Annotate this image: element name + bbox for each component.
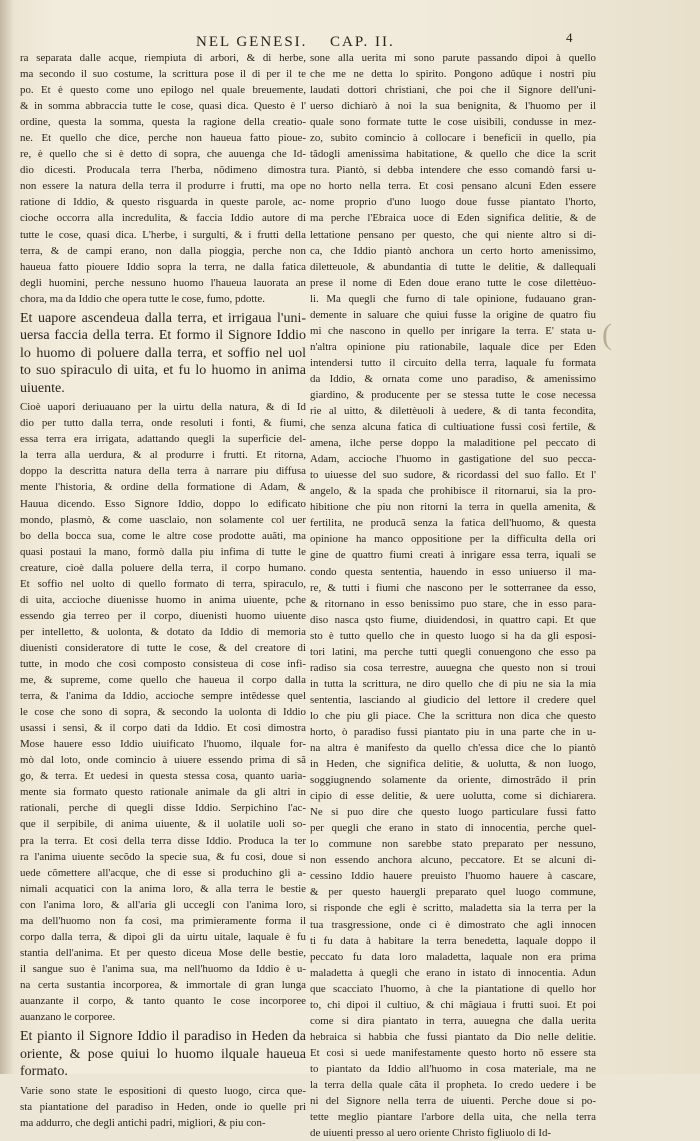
text-line: di uita, accioche diuenisse huomo in anima uiuente, pche <box>20 593 306 606</box>
text-line: me, & supreme, come quello che haueua il corpo dalla <box>20 674 306 687</box>
text-line: lo che piu gli piace. Che la scrittura non dica che questo <box>310 709 596 722</box>
text-line: diletteuole, & abundantia di tutte le delitie, & dallequali <box>310 260 596 273</box>
text-line: hibitione che piu non ritorni la terra in quella amenita, & <box>310 501 596 514</box>
scripture-verse <box>20 1028 306 1081</box>
text-line: nome proprio d'uno luogo doue fusse piantato l'horto, <box>310 196 596 209</box>
text-line: usassi i sensi, & il corpo dati da Iddio. Et così dimostra <box>20 722 306 735</box>
text-line: lo huomo di poluere dalla terra, et soffio nel uol <box>20 345 306 361</box>
text-line: Et pianto il Signore Iddio il paradiso in Heden da <box>20 1029 306 1045</box>
text-line: peccato fu data loro maladetta, laquale non era prima <box>310 950 596 963</box>
text-line: prese il nome di Eden doue erano tutte le cose dilettèuo- <box>310 276 596 289</box>
text-line: Adam, accioche l'huomo in gastigatione del suo pecca- <box>310 453 596 466</box>
text-line: go, & terra. Et uedesi in questa stessa cosa, quanto uaria- <box>20 770 306 783</box>
text-line: li. Ma quegli che furno di tale opinione, fudauano gran- <box>310 292 596 305</box>
text-line: corpo dalla terra, & dipoi gli da uirtu uitale, laquale è fu <box>20 930 306 943</box>
text-line: essa terra era irrigata, adattando quegli la superficie del- <box>20 433 306 446</box>
text-line: cessino Iddio hauere preuisto l'huomo hauere à cascare, <box>310 870 596 883</box>
text-line: fertilita, ne producã senza la fatica dell'huomo, & questa <box>310 517 596 530</box>
commentary-paragraph <box>20 399 306 1025</box>
text-line: Et così si uede manifestamente questo horto nõ essere sta <box>310 1046 596 1059</box>
text-line: mente sia formato questo rationale animale da gli altri in <box>20 786 306 799</box>
text-line: n'altra opinione piu rationabile, laquale dice per Eden <box>310 340 596 353</box>
text-line: & in somma abbraccia tutte le cose, quasi dica. Questo è l' <box>20 100 306 113</box>
text-line: lo commune non sarebbe stato preparato per nessuno, <box>310 838 596 851</box>
text-line: maladetta à quegli che erano in istato di innocentia. Adun <box>310 966 596 979</box>
text-line: per quegli che erano in stato di innocentia, perche quel- <box>310 822 596 835</box>
text-line: le cose che sono di sopra, & secondo la uolonta di Iddio <box>20 706 306 719</box>
text-line: in tutta la scrittura, ne diro quello che di piu ne sia la mia <box>310 677 596 690</box>
text-line: tutte, in modo che così composto consisteua di cose infi- <box>20 658 306 670</box>
text-line: cipio di esse delitie, & uere uolutta, come si dichiarera. <box>310 790 596 803</box>
text-line: re, è quello che si è detto di sopra, che auuenga che Id- <box>20 148 306 161</box>
text-line: formato. <box>20 1064 68 1080</box>
text-line: condo questa sententia, hauendo in esso uniuerso il ma- <box>310 565 596 578</box>
text-line: ra separata dalle acque, riempiuta di arbori, & di herbe, <box>20 52 306 64</box>
text-line: rationali, perche di quegli disse Iddio. Serpichino l'ac- <box>20 802 306 815</box>
text-line: & ritornano in esso benissimo puo stare, che in esso para- <box>310 597 596 610</box>
text-line: diso nasca qsto fiume, diuidendosi, in quattro capi. Et que <box>310 613 596 626</box>
text-line: haueua fatto piouere Iddio sopra la terra, ne dalla fatica <box>20 260 306 273</box>
text-line: terra, & l'anima da Iddio, accioche sempre intẽdesse quel <box>20 690 306 703</box>
text-line: de uiuenti presso al uero oriente Christo figliuolo di Id- <box>310 1127 552 1140</box>
text-line: sententia, lasciando al giudicio del lettore il credere quel <box>310 693 596 706</box>
left-text-column <box>20 50 306 1131</box>
text-line: re, & tutti i fiumi che nascono per le sotterranee da esso, <box>310 581 596 594</box>
text-line: uerso dichiarò à noi la sua benignita, & l'huomo per il <box>310 100 596 113</box>
text-line: per intelletto, & uolonta, & dotato da Iddio di memoria <box>20 625 306 638</box>
text-line: oriente, & pose quiui lo huomo ilquale haueua <box>20 1046 306 1062</box>
running-title-left: NEL GENESI. <box>196 34 308 50</box>
text-line: horto, ò paradiso fussi piantato piu in una parte che in u- <box>310 725 596 738</box>
text-line: mò dal loto, onde comincio à uiuere essendo prima di sã <box>20 754 306 767</box>
text-line: dio per tutto dalla terra, onde resoluti i fonti, & fiumi, <box>20 417 306 430</box>
text-line: que scacciato l'huomo, à che la piantatione di quello hor <box>310 982 596 995</box>
text-line: ratione di Iddio, & questo risguarda in queste parole, ac- <box>20 196 306 209</box>
text-line: si risponde che egli è scritto, maladetta sia la terra per la <box>310 902 596 915</box>
text-line: ne. Et quello che dice, perche non haueua fatto pioue- <box>20 132 306 145</box>
text-line: sone alla uerita mi sono parute passando dipoi à quello <box>310 52 596 64</box>
text-line: sto è tutto quello che in questo luogo si ha da gli esposi- <box>310 629 596 642</box>
text-line: pra la terra. Et così della terra disse Iddio. Produca la ter <box>20 834 306 847</box>
text-line: non essendo anchora alcuno, peccatore. Et se alcuni di- <box>310 854 596 867</box>
folio-number: 4 <box>566 30 573 45</box>
text-line: giardino, & producente per se stessa tutte le cose necessa <box>310 388 596 401</box>
text-line: diuenisti consideratore di tutte le cose, & del creatore di <box>20 641 306 654</box>
text-line: come si dira piantato in terra, auuegna che dalla uerita <box>310 1014 596 1027</box>
text-line: no horto nella terra. Et così pensano alcuni Eden essere <box>310 180 596 193</box>
text-line: na certa sustantia incorporea, & immortale di gran lunga <box>20 978 306 991</box>
text-line: auanzante il corpo, & tanto quanto le cose incorporee <box>20 994 306 1007</box>
scripture-verse <box>20 310 306 398</box>
text-line: doppo la descritta natura della terra à narrare piu diffusa <box>20 465 306 478</box>
text-line: uersa faccia della terra. Et formo il Signore Iddio <box>20 328 306 344</box>
text-line: gine de quattro fiumi creati à inrigare essa terra, iquali se <box>310 549 596 562</box>
text-line: to suo spiraculo di uita, et fu lo huomo in anima <box>20 363 306 379</box>
text-line: chora, ma da Iddio che opera tutte le cose, fumo, pdotte. <box>20 292 265 305</box>
text-line: tutte le cose, quasi dica. L'herbe, i surgulti, & i frutti della <box>20 228 306 241</box>
text-line: degli huomini, perche nessuno huomo l'haueua lauorata an <box>20 276 306 289</box>
text-line: ma perche l'Ebraica uoce di Eden significa delitie, & de <box>310 212 596 225</box>
text-line: ca, che Iddio piantò anchora un certo horto amenissimo, <box>310 244 596 257</box>
text-line: tori latini, ma perche tutti quegli conuengono che esso pa <box>310 645 596 658</box>
text-line: mi che nascono in quello per inrigare la terra. E' stata u- <box>310 324 596 337</box>
text-line: na altra è manifesto da quello ch'essa dice che lo piantò <box>310 742 596 755</box>
text-line: soggiugnendo solamente da oriente, dimostrãdo il prin <box>310 774 596 787</box>
text-line: radiso sia cosa terrestre, auuegna che questo non si troui <box>310 661 596 674</box>
text-line: ma dell'huomo non fa così, ma primieramente forma il <box>20 914 306 927</box>
text-line: mondo, plasmò, & come uasclaio, non solamente col uer <box>20 513 306 526</box>
text-line: ma addurro, che degli antichi padri, migliori, & piu con- <box>20 1116 266 1129</box>
text-line: non essere la natura della terra il produrre i frutti, ma ope <box>20 180 306 193</box>
text-line: to, chi dipoi il cultiuo, & chi mãgiaua i frutti suoi. Et poi <box>310 998 596 1011</box>
text-line: la terra alla uerdura, & al produrre i frutti. Et ritorna, <box>20 449 306 462</box>
text-line: Cioè uapori deriuauano per la uirtu della natura, & di Id <box>20 401 306 414</box>
text-line: rie al uitto, & dilettèuoli à uedere, & di tanta fecondita, <box>310 405 596 418</box>
commentary-paragraph <box>20 50 306 307</box>
page-gutter-shadow <box>0 0 14 1074</box>
text-line: & per questo hauergli preparato quel luogo commune, <box>310 886 596 899</box>
text-line: ma secondo il suo costume, la scrittura pose il di per il te <box>20 68 306 81</box>
text-line: in Heden, che significa delitie, & uolutta, & non luogo, <box>310 758 596 771</box>
text-line: Mose hauere esso Iddio uiuificato l'huomo, ilquale for- <box>20 738 306 751</box>
commentary-paragraph <box>20 1083 306 1131</box>
text-line: angelo, & la spada che prohibisce il ritornarui, sia la pro- <box>310 485 596 498</box>
text-line: auanzano le corporee. <box>20 1011 116 1024</box>
commentary-paragraph <box>310 50 596 1141</box>
text-line: Hauua dicendo. Esso Signore Iddio, doppo lo edificato <box>20 497 306 510</box>
text-line: che senza alcuna fatica di cultiuatione fussi così fertile, & <box>310 421 596 434</box>
text-line: ordine, questa la somma, questa la ragione della creatio- <box>20 116 306 129</box>
text-line: cioche occorra alla incredulita, & faccia Iddio autore di <box>20 212 306 225</box>
text-line: sta piantatione del paradiso in Heden, onde io quelle pri <box>20 1100 306 1113</box>
margin-bracket-mark: ( <box>602 318 612 351</box>
text-line: opinione ha manco oppositione per la difficulta della ori <box>310 533 596 546</box>
text-line: Varie sono state le espositioni di questo luogo, circa que- <box>20 1084 306 1097</box>
text-line: to piantato da Iddio all'huomo in cosa materiale, ma ne <box>310 1062 596 1075</box>
text-line: po. Et è questo come uno epilogo nel quale breuemente, <box>20 84 306 97</box>
text-line: da Iddio, & ornata come uno paradiso, & amenissimo <box>310 372 596 385</box>
text-line: con l'anima loro, & all'aria gli uccegli con l'anima loro, <box>20 898 306 911</box>
text-line: ni del Signore nella terra de uiuenti. Perche doue si po- <box>310 1095 596 1108</box>
text-line: intendersi tutto il circuito della terra, laquale fu formata <box>310 356 596 369</box>
text-line: mente l'historia, & ordine della formatione di Adam, & <box>20 481 306 494</box>
text-line: zo, subito comincio à collocare i beneficii in quello, pia <box>310 132 596 145</box>
text-line: Et soffio nel uolto di quello formato di terra, spiraculo, <box>20 577 306 590</box>
text-line: dio dicesti. Producala terra l'herba, nõdimeno dimostra <box>20 164 306 177</box>
text-line: Ne si puo dire che questo luogo particulare fussi fatto <box>310 806 596 819</box>
text-line: que il serpibile, di anima uiuente, & il uolatile uoli so- <box>20 818 306 831</box>
text-line: uiuente. <box>20 380 65 396</box>
text-line: uede cõmettere all'acque, che di esse si produchino gli a- <box>20 866 306 879</box>
text-line: amena, ilche perse doppo la maladitione pel peccato di <box>310 437 596 450</box>
text-line: tette meglio piantare l'arbore della uita, che nella terra <box>310 1111 596 1124</box>
text-line: creature, cioè dalla poluere della terra, il corpo humano. <box>20 561 306 574</box>
text-line: nimali acquatici con la anima loro, & alla terra le bestie <box>20 882 306 895</box>
text-line: ti fu data à habitare la terra benedetta, laquale doppo il <box>310 934 596 947</box>
text-line: quale sono formate tutte le cose uisibili, condusse in mez- <box>310 116 596 129</box>
running-title-right: CAP. II. <box>330 34 395 50</box>
text-line: tua trasgressione, onde ci è dimostrato che agli innocen <box>310 918 596 931</box>
text-line: ra l'anima uiuente secõdo la specie sua, & fu così, doue si <box>20 850 306 863</box>
right-text-column <box>310 50 596 1141</box>
text-line: essendo gia terreo per il corpo, diuenisti huomo uiuente <box>20 609 306 622</box>
text-line: demente in saluare che quiui fusse la origine de quatro fiu <box>310 308 596 321</box>
text-line: laudati dottori christiani, che poi che il Signore dell'uni- <box>310 84 596 97</box>
text-line: terra, & de campi erano, non dalla pioggia, perche non <box>20 244 306 257</box>
text-line: che me ne detta lo spirito. Pongono adũque i nostri piu <box>310 68 596 81</box>
text-line: to uiuesse del suo sudore, & ricordassi del suo fallo. Et l' <box>310 469 596 482</box>
text-line: lettatione pensano per questo, che qui niente altro si di- <box>310 228 596 241</box>
text-line: Et uapore ascendeua dalla terra, et irrigaua l'uni- <box>20 310 306 326</box>
text-line: il sangue suo è l'anima sua, ma nell'huomo da Iddio è u- <box>20 962 306 975</box>
text-line: tura. Piantò, si debba intendere che esso comandò farsi u- <box>310 164 596 177</box>
text-line: stantia dell'anima. Et per questo diceua Mose delle bestie, <box>20 946 306 959</box>
text-line: hebraica si habbia che fussi piantato da Dio nelle delitie. <box>310 1030 596 1043</box>
text-line: quasi postaui la mano, formò dalla piu infima di tutte le <box>20 545 306 558</box>
text-line: bo della bocca sua, come le altre cose prodotte auãti, ma <box>20 529 306 542</box>
text-line: tãdogli amenissima habitatione, & quello che dice la scrit <box>310 148 596 161</box>
text-line: la terra della quale cãta il propheta. Io credo uedere i be <box>310 1079 596 1091</box>
